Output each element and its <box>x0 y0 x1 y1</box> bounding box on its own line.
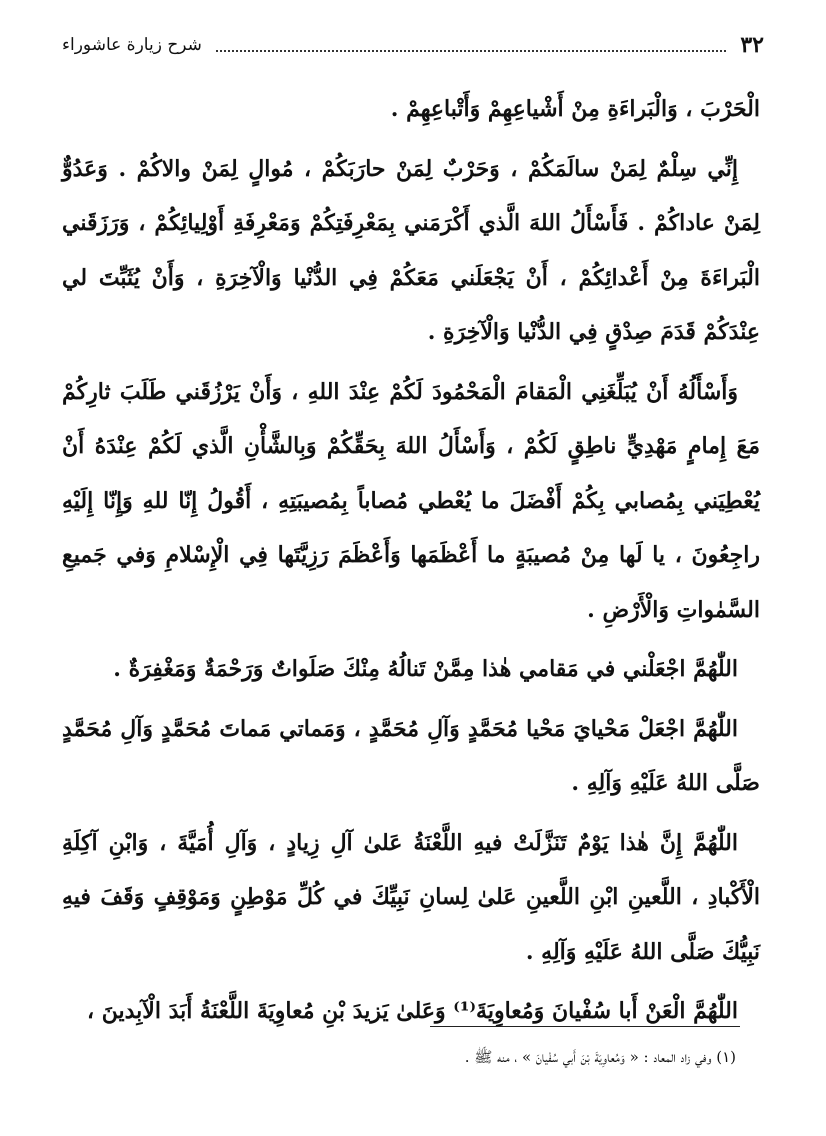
paragraph-4: اللّٰهُمَّ اجْعَلْني في مَقامي هٰذا مِمَّنْ تَنالُهُ مِنْكَ صَلَواتٌ وَرَحْمَةٌ وَمَغْفِرَةٌ . <box>113 656 738 682</box>
paragraph-3: وَأَسْأَلُهُ أَنْ يُبَلِّغَنِي الْمَقامَ الْمَحْمُودَ لَكُمْ عِنْدَ اللهِ ، وَأَنْ يَرْزُقَني طَلَبَ ثارِكُمْ مَعَ إِمامٍ مَهْدِيٍّ ناطِقٍ لَكُمْ ، وَأَسْأَلُ اللهَ بِحَقِّكُمْ وَبِالشَّأْنِ الَّذي لَكُمْ عِنْدَهُ أَنْ يُعْطِيَني بِمُصابي بِكُمْ أَفْضَلَ ما يُعْطي مُصاباً بِمُصيبَتِهِ ، أَقُولُ إِنّا للهِ وَإِنّا إِلَيْهِ راجِعُونَ ، يا لَها مِنْ مُصيبَةٍ ما أَعْظَمَها وَأَعْظَمَ رَزِيَّتَها فِي الْإِسْلامِ وَفي جَميعِ السَّمٰواتِ وَالْأَرْضِ . <box>62 378 760 623</box>
page-header <box>62 28 764 62</box>
paragraph-2: إِنِّي سِلْمٌ لِمَنْ سالَمَكُمْ ، وَحَرْبٌ لِمَنْ حارَبَكُمْ ، مُوالٍ لِمَنْ والاكُمْ . وَعَدُوٌّ لِمَنْ عاداكُمْ . فَأَسْأَلُ اللهَ الَّذي أَكْرَمَني بِمَعْرِفَتِكُمْ وَمَعْرِفَةِ أَوْلِيائِكُمْ ، وَرَزَقَني الْبَراءَةَ مِنْ أَعْدائِكُمْ ، أَنْ يَجْعَلَني مَعَكُمْ فِي الدُّنْيا وَالْآخِرَةِ ، وَأَنْ يُثَبِّتَ لي عِنْدَكُمْ قَدَمَ صِدْقٍ فِي الدُّنْيا وَالْآخِرَةِ . <box>62 155 760 345</box>
paragraph-6: اللّٰهُمَّ إِنَّ هٰذا يَوْمٌ تَنَزَّلَتْ فيهِ اللَّعْنَةُ عَلىٰ آلِ زِيادٍ ، وَآلِ أُمَيَّةَ ، وَابْنِ آكِلَةِ الْأَكْبادِ ، اللَّعينِ ابْنِ اللَّعينِ عَلىٰ لِسانِ نَبِيِّكَ في كُلِّ مَوْطِنٍ وَمَوْقِفٍ وَقَفَ فيهِ نَبِيُّكَ صَلَّى اللهُ عَلَيْهِ وَآلِهِ . <box>62 829 760 965</box>
paragraph-1: الْحَرْبَ ، وَالْبَراءَةِ مِنْ أَشْياعِهِمْ وَأَتْباعِهِمْ . <box>390 96 760 122</box>
footnote: (١) وفي زاد المعاد : « وَمُعاوِيَةَ بْنَ أَبي سُفْيانَ » ، منه ﷺ . <box>464 1048 736 1066</box>
page-body <box>62 82 760 1044</box>
page-number: ٣٢ <box>740 32 764 58</box>
footnote-rule <box>430 1026 740 1027</box>
running-title: شرح زيارة عاشوراء <box>62 35 202 55</box>
paragraph-5: اللّٰهُمَّ اجْعَلْ مَحْيايَ مَحْيا مُحَمَّدٍ وَآلِ مُحَمَّدٍ ، وَمَماتي مَماتَ مُحَمَّدٍ وَآلِ مُحَمَّدٍ صَلَّى اللهُ عَلَيْهِ وَآلِهِ . <box>62 715 760 796</box>
paragraph-7: اللّٰهُمَّ الْعَنْ أَبا سُفْيانَ وَمُعاوِيَةَ⁽¹⁾ وَعَلىٰ يَزيدَ بْنِ مُعاوِيَةَ اللَّعْنَةُ أَبَدَ الْآبِدينَ ، <box>86 998 738 1024</box>
dotted-leader <box>216 50 726 52</box>
